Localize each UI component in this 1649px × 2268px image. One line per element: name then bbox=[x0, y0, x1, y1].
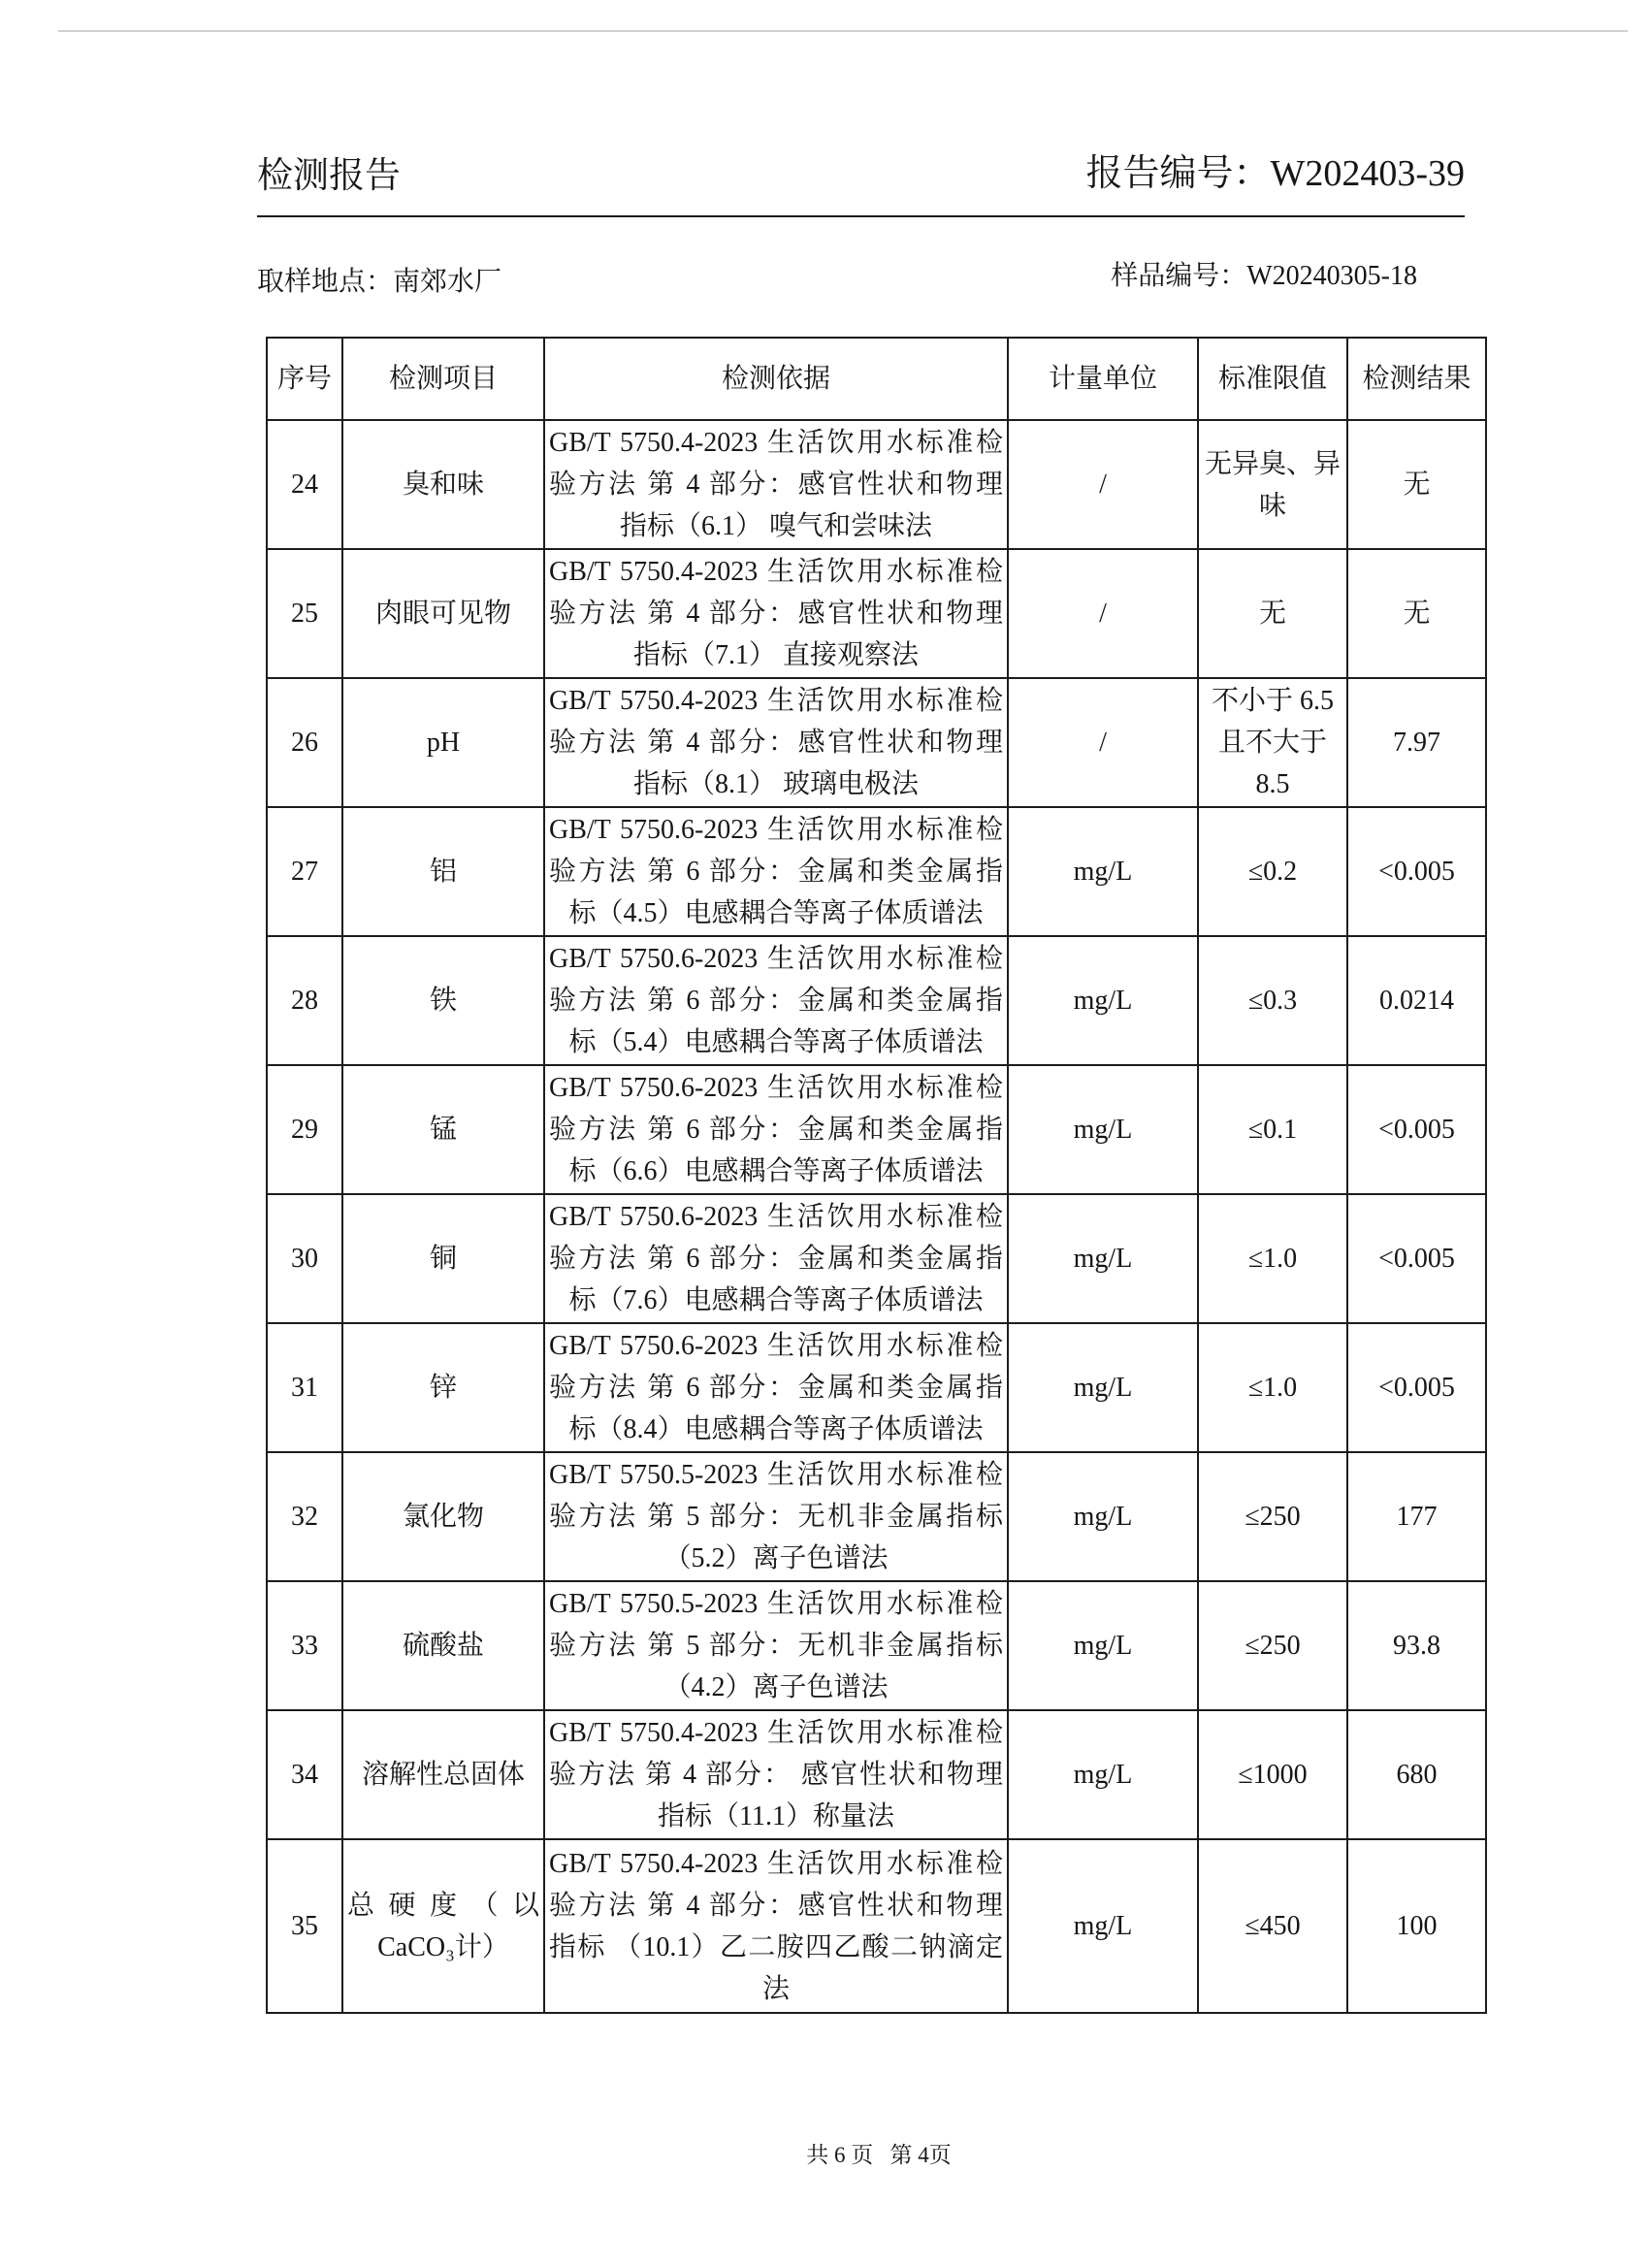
cell-method bbox=[544, 420, 1008, 549]
cell-unit: mg/L bbox=[1008, 1710, 1198, 1839]
cell-limit bbox=[1198, 1581, 1347, 1710]
cell-method-line: GB/T 5750.5-2023 生活饮用水标准检 bbox=[549, 1589, 1003, 1619]
cell-method-line: 验方法 第 4 部分：感官性状和物理 bbox=[549, 599, 1003, 629]
cell-limit-line: 味 bbox=[1258, 490, 1286, 521]
cell-method-line: 验方法 第 6 部分：金属和类金属指 bbox=[549, 857, 1003, 887]
cell-method-line: 验方法 第 5 部分：无机非金属指标 bbox=[549, 1631, 1003, 1661]
cell-unit: mg/L bbox=[1008, 1194, 1198, 1323]
table-row bbox=[267, 1323, 1486, 1452]
cell-unit: mg/L bbox=[1008, 1581, 1198, 1710]
cell-no: 31 bbox=[267, 1323, 342, 1452]
cell-item-line: 铁 bbox=[429, 986, 457, 1016]
cell-unit: mg/L bbox=[1008, 1323, 1198, 1452]
cell-method-line: GB/T 5750.4-2023 生活饮用水标准检 bbox=[549, 1848, 1003, 1879]
cell-no: 33 bbox=[267, 1581, 342, 1710]
cell-result: 7.97 bbox=[1347, 678, 1486, 807]
cell-method bbox=[544, 1710, 1008, 1839]
cell-item bbox=[342, 1323, 544, 1452]
cell-method-line: 验方法 第 6 部分：金属和类金属指 bbox=[549, 1115, 1003, 1145]
cell-item bbox=[342, 807, 544, 936]
cell-method bbox=[544, 807, 1008, 936]
results-table-head bbox=[267, 338, 1486, 420]
cell-item-line: 锌 bbox=[429, 1373, 457, 1403]
cell-limit-line: 无异臭、异 bbox=[1204, 448, 1341, 479]
cell-limit-line: ≤250 bbox=[1245, 1631, 1301, 1661]
cell-method-line: 验方法 第 6 部分：金属和类金属指 bbox=[549, 1244, 1003, 1274]
cell-limit bbox=[1198, 1323, 1347, 1452]
cell-unit: mg/L bbox=[1008, 807, 1198, 936]
sampling-location-label: 取样地点： bbox=[257, 267, 394, 297]
cell-result: 0.0214 bbox=[1347, 936, 1486, 1065]
cell-item bbox=[342, 936, 544, 1065]
cell-method-line: 指标（8.1） 玻璃电极法 bbox=[632, 769, 919, 799]
report-title: 检测报告 bbox=[257, 156, 401, 196]
cell-method-line: 标（8.4）电感耦合等离子体质谱法 bbox=[568, 1414, 984, 1444]
cell-limit-line: ≤250 bbox=[1245, 1502, 1301, 1532]
report-number-value: W202403-39 bbox=[1270, 153, 1465, 194]
cell-unit: mg/L bbox=[1008, 1452, 1198, 1581]
cell-method-line: 法 bbox=[761, 1973, 790, 2004]
cell-item bbox=[342, 1452, 544, 1581]
cell-no: 24 bbox=[267, 420, 342, 549]
cell-method-line: GB/T 5750.4-2023 生活饮用水标准检 bbox=[549, 428, 1003, 458]
cell-limit-line: 且不大于 bbox=[1217, 728, 1327, 758]
cell-no: 27 bbox=[267, 807, 342, 936]
cell-limit-line: 无 bbox=[1258, 599, 1286, 629]
cell-method bbox=[544, 1839, 1008, 2013]
cell-unit: mg/L bbox=[1008, 1065, 1198, 1194]
cell-method-line: GB/T 5750.6-2023 生活饮用水标准检 bbox=[549, 1202, 1003, 1232]
table-row bbox=[267, 420, 1486, 549]
cell-method-line: 验方法 第 6 部分：金属和类金属指 bbox=[549, 986, 1003, 1016]
cell-result: <0.005 bbox=[1347, 1194, 1486, 1323]
col-header-no: 序号 bbox=[267, 338, 342, 420]
cell-no: 30 bbox=[267, 1194, 342, 1323]
table-row bbox=[267, 1194, 1486, 1323]
table-row bbox=[267, 678, 1486, 807]
cell-method-line: （5.2）离子色谱法 bbox=[663, 1543, 889, 1573]
cell-method bbox=[544, 678, 1008, 807]
table-row bbox=[267, 807, 1486, 936]
cell-item-line: 溶解性总固体 bbox=[361, 1760, 525, 1790]
sampling-location bbox=[257, 263, 501, 302]
cell-limit-line: ≤1.0 bbox=[1247, 1244, 1298, 1274]
cell-no: 26 bbox=[267, 678, 342, 807]
cell-item-line: pH bbox=[426, 728, 461, 758]
table-row bbox=[267, 1710, 1486, 1839]
cell-item-line: 氯化物 bbox=[402, 1502, 484, 1532]
table-row bbox=[267, 1839, 1486, 2013]
cell-limit-line: ≤1000 bbox=[1238, 1760, 1308, 1790]
table-row bbox=[267, 1581, 1486, 1710]
col-header-limit: 标准限值 bbox=[1198, 338, 1347, 420]
cell-method-line: GB/T 5750.6-2023 生活饮用水标准检 bbox=[549, 1331, 1003, 1361]
cell-method-line: GB/T 5750.5-2023 生活饮用水标准检 bbox=[549, 1460, 1003, 1490]
cell-limit bbox=[1198, 1194, 1347, 1323]
cell-result: 680 bbox=[1347, 1710, 1486, 1839]
cell-limit-line: 不小于 6.5 bbox=[1211, 686, 1334, 716]
results-table bbox=[266, 337, 1487, 2014]
cell-method-line: 标（5.4）电感耦合等离子体质谱法 bbox=[568, 1027, 984, 1057]
cell-limit bbox=[1198, 420, 1347, 549]
cell-item bbox=[342, 1194, 544, 1323]
cell-no: 34 bbox=[267, 1710, 342, 1839]
cell-item-line: 总硬度（以 bbox=[347, 1890, 539, 1921]
cell-item-line: 铝 bbox=[429, 857, 457, 887]
cell-item-line: CaCO₃计） bbox=[377, 1931, 509, 1962]
cell-result: <0.005 bbox=[1347, 1323, 1486, 1452]
cell-limit-line: ≤1.0 bbox=[1247, 1373, 1298, 1403]
cell-method-line: 验方法 第 4 部分： 感官性状和物理 bbox=[549, 1760, 1003, 1790]
cell-limit bbox=[1198, 1839, 1347, 2013]
cell-limit bbox=[1198, 678, 1347, 807]
cell-result: 100 bbox=[1347, 1839, 1486, 2013]
cell-result: 177 bbox=[1347, 1452, 1486, 1581]
cell-item-line: 锰 bbox=[429, 1115, 457, 1145]
cell-limit-line: ≤0.3 bbox=[1247, 986, 1298, 1016]
cell-item bbox=[342, 678, 544, 807]
cell-item bbox=[342, 1839, 544, 2013]
cell-unit: / bbox=[1008, 678, 1198, 807]
cell-item-line: 肉眼可见物 bbox=[374, 599, 511, 629]
cell-item bbox=[342, 1581, 544, 1710]
sample-number-label: 样品编号： bbox=[1111, 261, 1247, 291]
cell-method-line: GB/T 5750.6-2023 生活饮用水标准检 bbox=[549, 815, 1003, 845]
cell-method-line: 指标（6.1） 嗅气和尝味法 bbox=[619, 511, 932, 541]
results-table-body bbox=[267, 420, 1486, 2013]
cell-method-line: 验方法 第 4 部分：感官性状和物理 bbox=[549, 1890, 1003, 1921]
cell-unit: mg/L bbox=[1008, 1839, 1198, 2013]
cell-limit bbox=[1198, 549, 1347, 678]
scan-edge-line bbox=[58, 30, 1628, 32]
cell-method bbox=[544, 936, 1008, 1065]
cell-item bbox=[342, 549, 544, 678]
cell-method-line: GB/T 5750.4-2023 生活饮用水标准检 bbox=[549, 557, 1003, 587]
cell-method bbox=[544, 1065, 1008, 1194]
cell-no: 29 bbox=[267, 1065, 342, 1194]
cell-method-line: 验方法 第 4 部分：感官性状和物理 bbox=[549, 728, 1003, 758]
cell-limit-line: ≤0.1 bbox=[1247, 1115, 1298, 1145]
cell-limit-line: ≤0.2 bbox=[1247, 857, 1298, 887]
cell-no: 25 bbox=[267, 549, 342, 678]
table-row bbox=[267, 549, 1486, 678]
cell-limit-line: 8.5 bbox=[1255, 769, 1290, 799]
cell-result: <0.005 bbox=[1347, 1065, 1486, 1194]
cell-unit: mg/L bbox=[1008, 936, 1198, 1065]
report-number bbox=[1085, 152, 1465, 195]
cell-no: 35 bbox=[267, 1839, 342, 2013]
col-header-item: 检测项目 bbox=[342, 338, 544, 420]
cell-limit bbox=[1198, 936, 1347, 1065]
cell-result: 无 bbox=[1347, 420, 1486, 549]
cell-no: 28 bbox=[267, 936, 342, 1065]
cell-limit bbox=[1198, 1065, 1347, 1194]
cell-result: 无 bbox=[1347, 549, 1486, 678]
cell-limit bbox=[1198, 1710, 1347, 1839]
table-row bbox=[267, 1452, 1486, 1581]
cell-method bbox=[544, 1452, 1008, 1581]
cell-no: 32 bbox=[267, 1452, 342, 1581]
cell-method-line: 指标（11.1）称量法 bbox=[658, 1801, 894, 1831]
cell-method-line: 指标 （10.1）乙二胺四乙酸二钠滴定 bbox=[549, 1931, 1003, 1962]
col-header-result: 检测结果 bbox=[1347, 338, 1486, 420]
cell-item bbox=[342, 1710, 544, 1839]
cell-limit bbox=[1198, 807, 1347, 936]
sampling-location-value: 南郊水厂 bbox=[393, 267, 502, 297]
cell-item bbox=[342, 1065, 544, 1194]
cell-method bbox=[544, 1581, 1008, 1710]
cell-method-line: 标（4.5）电感耦合等离子体质谱法 bbox=[568, 898, 984, 928]
col-header-method: 检测依据 bbox=[544, 338, 1008, 420]
cell-method-line: 验方法 第 5 部分：无机非金属指标 bbox=[549, 1502, 1003, 1532]
cell-item-line: 臭和味 bbox=[402, 470, 484, 500]
cell-item-line: 铜 bbox=[429, 1244, 457, 1274]
cell-method-line: 验方法 第 6 部分：金属和类金属指 bbox=[549, 1373, 1003, 1403]
cell-result: <0.005 bbox=[1347, 807, 1486, 936]
sample-number-value: W20240305-18 bbox=[1246, 261, 1417, 291]
cell-result: 93.8 bbox=[1347, 1581, 1486, 1710]
cell-method-line: （4.2）离子色谱法 bbox=[663, 1672, 889, 1702]
cell-method bbox=[544, 549, 1008, 678]
report-number-label: 报告编号： bbox=[1085, 153, 1271, 194]
cell-item bbox=[342, 420, 544, 549]
page-footer: 共 6 页 第 4页 bbox=[806, 2143, 952, 2167]
cell-method-line: GB/T 5750.6-2023 生活饮用水标准检 bbox=[549, 944, 1003, 974]
col-header-unit: 计量单位 bbox=[1008, 338, 1198, 420]
cell-limit bbox=[1198, 1452, 1347, 1581]
cell-limit-line: ≤450 bbox=[1245, 1911, 1301, 1941]
header-rule bbox=[257, 215, 1465, 217]
cell-method-line: GB/T 5750.6-2023 生活饮用水标准检 bbox=[549, 1073, 1003, 1103]
cell-method-line: 指标（7.1） 直接观察法 bbox=[632, 640, 919, 670]
table-row bbox=[267, 1065, 1486, 1194]
cell-method-line: 标（6.6）电感耦合等离子体质谱法 bbox=[568, 1156, 984, 1186]
cell-unit: / bbox=[1008, 549, 1198, 678]
cell-method bbox=[544, 1323, 1008, 1452]
cell-method-line: 验方法 第 4 部分：感官性状和物理 bbox=[549, 470, 1003, 500]
table-header-row bbox=[267, 338, 1486, 420]
cell-method-line: 标（7.6）电感耦合等离子体质谱法 bbox=[568, 1285, 984, 1315]
cell-method-line: GB/T 5750.4-2023 生活饮用水标准检 bbox=[549, 686, 1003, 716]
cell-method bbox=[544, 1194, 1008, 1323]
table-row bbox=[267, 936, 1486, 1065]
cell-unit: / bbox=[1008, 420, 1198, 549]
cell-method-line: GB/T 5750.4-2023 生活饮用水标准检 bbox=[549, 1718, 1003, 1748]
sample-number bbox=[1111, 257, 1417, 296]
cell-item-line: 硫酸盐 bbox=[402, 1631, 484, 1661]
